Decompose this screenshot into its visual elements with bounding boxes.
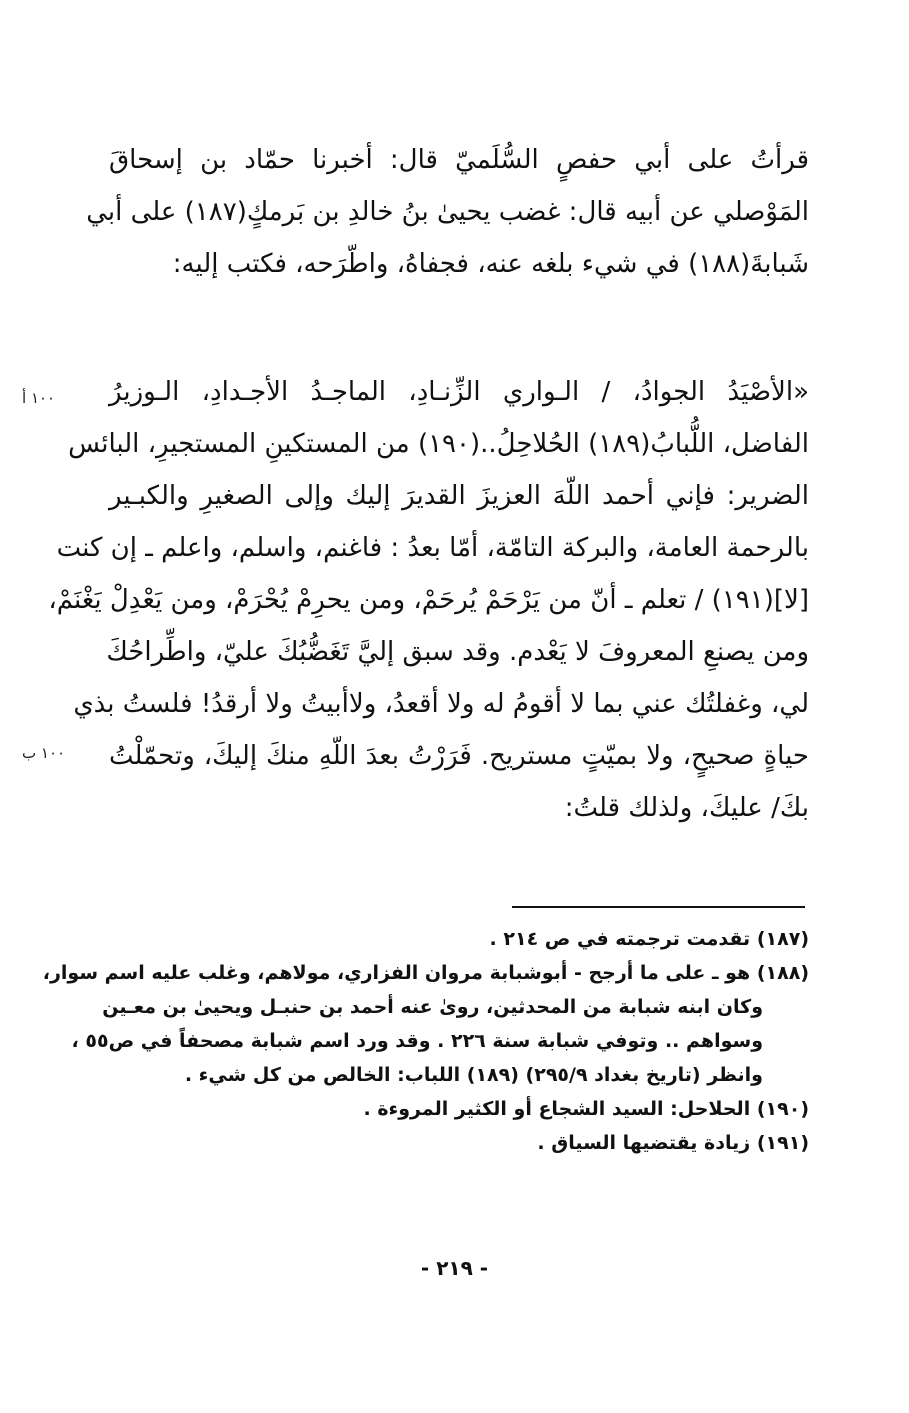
page-number: - ٢١٩ - xyxy=(420,1256,489,1280)
footnote-continuation: وسواهم .. وتوفي شبابة سنة ٢٢٦ . وقد ورد اسم شبابة مصحفاً في ص٥٥ ، xyxy=(71,1030,763,1052)
footnote-number: (١٩٠) xyxy=(756,1098,809,1120)
footnote-continuation: وكان ابنه شبابة من المحدثين، روىٰ عنه أحمد بن حنبـل ويحيىٰ بن معـين xyxy=(102,996,763,1018)
footnote-text: هو ـ على ما أرجح - أبوشبابة مروان الفزاري، مولاهم، وغلب عليه اسم سوار، xyxy=(42,962,751,984)
manuscript-folio-ref-a: ١٠٠ أ xyxy=(22,389,56,407)
footnote-190 xyxy=(89,1092,809,1126)
footnote-text: تقدمت ترجمته في ص ٢١٤ . xyxy=(489,928,751,950)
letter-line: حياةٍ صحيحٍ، ولا بميّتٍ مستريح. فَرَرْتُ بعدَ اللّهِ منكَ إليكَ، وتحمّلْتُ xyxy=(109,741,809,771)
intro-line: المَوْصلي عن أبيه قال: غضب يحيىٰ بنُ خالدِ بن بَرمكٍ(١٨٧) على أبي xyxy=(86,197,809,227)
letter-line: الضرير: فإني أحمد اللّهَ العزيزَ القديرَ إليك وإلى الصغيرِ والكبـير xyxy=(109,481,809,511)
letter-line: بكَ/ عليكَ، ولذلك قلتُ: xyxy=(564,793,809,823)
footnote-188 xyxy=(42,956,809,990)
intro-line: شَبابةَ(١٨٨) في شيء بلغه عنه، فجفاهُ، واطّرَحه، فكتب إليه: xyxy=(172,249,809,279)
footnote-number: (١٨٧) xyxy=(756,928,809,950)
letter-line: [لا](١٩١) / تعلم ـ أنّ من يَرْحَمْ يُرحَمْ، ومن يحرِمْ يُحْرَمْ، ومن يَعْدِلْ يَغْنَمْ، xyxy=(48,585,809,615)
footnote-divider xyxy=(512,906,805,908)
intro-paragraph xyxy=(86,134,809,290)
letter-line: ومن يصنعِ المعروفَ لا يَعْدم. وقد سبق إليَّ تَغَضُّبُكَ عليّ، واطِّراحُكَ xyxy=(106,637,809,667)
footnote-187 xyxy=(89,922,809,956)
footnote-191 xyxy=(89,1126,809,1160)
letter-line: لي، وغفلتُك عني بما لا أقومُ له ولا أقعدُ، ولاأبيتُ ولا أرقدُ! فلستُ بذي xyxy=(73,689,809,719)
footnote-text: الحلاحل: السيد الشجاع أو الكثير المروءة . xyxy=(363,1098,751,1120)
footnote-number: (١٨٨) xyxy=(756,962,809,984)
footnote-number: (١٩١) xyxy=(756,1132,809,1154)
letter-paragraph xyxy=(48,366,809,834)
footnote-text: زيادة يقتضيها السياق . xyxy=(537,1132,751,1154)
intro-line: قرأتُ على أبي حفصٍ السُّلَميّ قال: أخبرنا حمّاد بن إسحاقَ xyxy=(109,145,809,175)
letter-line: «الأصْيَدُ الجوادُ، / الـواري الزِّنـادِ، الماجـدُ الأجـدادِ، الـوزيرُ xyxy=(109,377,809,407)
footnote-continuation: وانظر (تاريخ بغداد ٢٩٥/٩) (١٨٩) اللباب: الخالص من كل شيء . xyxy=(184,1064,763,1086)
footnotes xyxy=(42,922,809,1160)
letter-line: الفاضل، اللُّبابُ(١٨٩) الحُلاحِلُ..(١٩٠) من المستكينِ المستجيرِ، البائس xyxy=(68,429,809,459)
letter-line: بالرحمة العامة، والبركة التامّة، أمّا بعدُ : فاغنم، واسلم، واعلم ـ إن كنت xyxy=(56,533,809,563)
manuscript-folio-ref-b: ١٠٠ ب xyxy=(22,744,66,762)
